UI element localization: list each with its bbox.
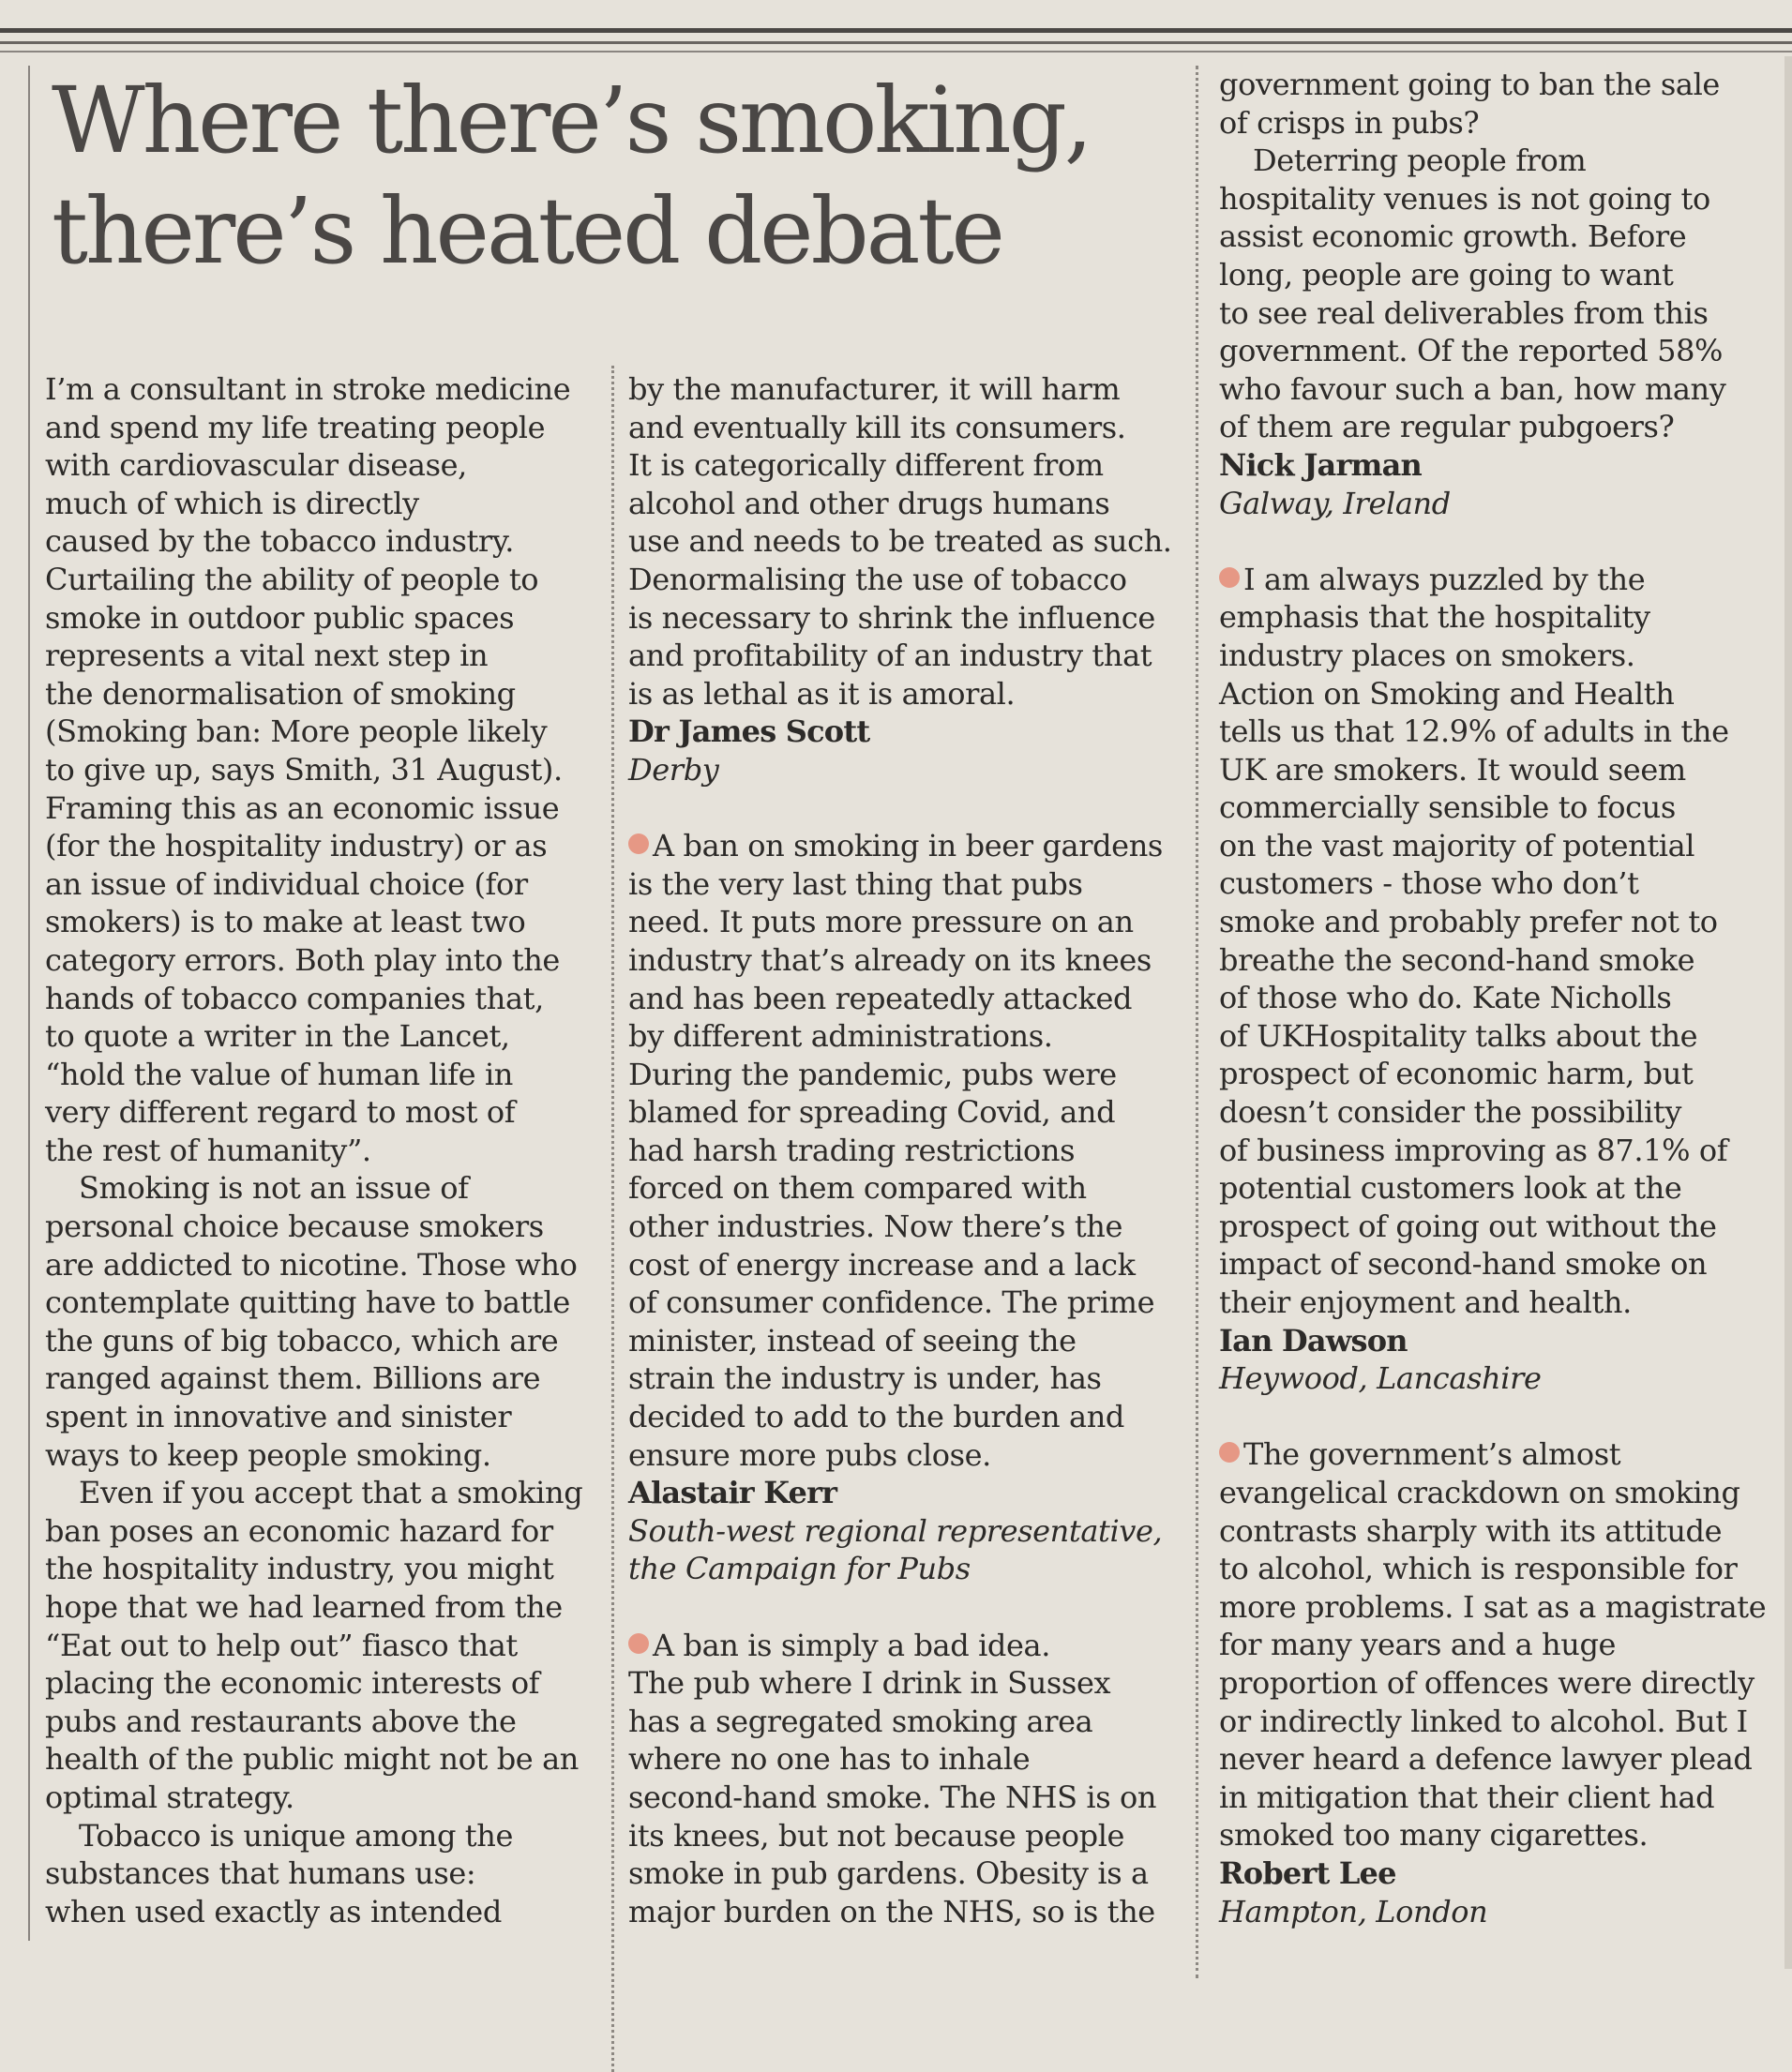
text-line: decided to add to the burden and [628,1399,1125,1435]
column-rule [1196,66,1198,1978]
top-rule [0,41,1792,44]
text-line: strain the industry is under, has [628,1360,1102,1397]
text-line: “Eat out to help out” fiasco that [45,1627,518,1663]
text-line-content: I am always puzzled by the [1243,561,1646,597]
headline-line: there’s heated debate [52,178,1002,284]
text-line: assist economic growth. Before [1219,218,1687,255]
text-line: by the manufacturer, it will harm [628,371,1121,407]
text-line: (for the hospitality industry) or as [45,828,548,864]
text-line: never heard a defence lawyer plead [1219,1741,1753,1778]
text-line: represents a vital next step in [45,638,489,674]
text-line: placing the economic interests of [45,1665,540,1702]
text-line [628,1627,1191,1665]
text-line: I’m a consultant in stroke medicine [45,371,571,407]
signature-name: Alastair Kerr [628,1475,837,1511]
text-line: health of the public might not be an [45,1741,579,1778]
text-line: prospect of going out without the [1219,1208,1717,1244]
signature-place: the Campaign for Pubs [628,1551,971,1587]
text-line: Denormalising the use of tobacco [628,561,1127,597]
text-line: The pub where I drink in Sussex [628,1665,1111,1702]
text-line: of UKHospitality talks about the [1219,1017,1698,1054]
text-line: of crisps in pubs? [1219,104,1480,141]
text-line: pubs and restaurants above the [45,1703,517,1739]
text-line: the guns of big tobacco, which are [45,1322,559,1359]
text-line-content: The government’s almost [1243,1436,1621,1473]
text-line: to alcohol, which is responsible for [1219,1551,1738,1587]
text-line: optimal strategy. [45,1779,294,1815]
text-line: (Smoking ban: More people likely [45,713,548,750]
text-line: contemplate quitting have to battle [45,1284,570,1321]
text-line: is the very last thing that pubs [628,865,1083,902]
text-line: the denormalisation of smoking [45,675,516,712]
text-line: impact of second-hand smoke on [1219,1246,1708,1283]
text-line: for many years and a huge [1219,1627,1617,1663]
text-line: government. Of the reported 58% [1219,333,1724,369]
column-rule [611,366,614,2072]
text-line: has a segregated smoking area [628,1703,1093,1739]
text-line: use and needs to be treated as such. [628,523,1172,560]
text-line [628,827,1191,865]
bullet-icon [1219,567,1240,588]
text-line: ensure more pubs close. [628,1436,991,1473]
text-line: hospitality venues is not going to [1219,180,1710,217]
text-line: smoke and probably prefer not to [1219,904,1718,940]
text-line: spent in innovative and sinister [45,1399,512,1435]
page-edge [1784,56,1792,1969]
text-line: Curtailing the ability of people to [45,561,539,597]
text-line [1219,1435,1763,1474]
text-line: cost of energy increase and a lack [628,1246,1136,1283]
text-line: is necessary to shrink the influence [628,599,1155,636]
text-line: long, people are going to want [1219,256,1674,293]
text-line: very different regard to most of [45,1094,516,1131]
text-line: ban poses an economic hazard for [45,1512,553,1549]
text-line: doesn’t consider the possibility [1219,1094,1681,1131]
text-line: smoked too many cigarettes. [1219,1817,1649,1854]
text-line: and eventually kill its consumers. [628,409,1126,445]
text-line: of them are regular pubgoers? [1219,409,1675,445]
text-line: of consumer confidence. The prime [628,1284,1155,1321]
text-line: of business improving as 87.1% of [1219,1132,1728,1168]
text-line: proportion of offences were directly [1219,1664,1754,1701]
text-line: It is categorically different from [628,447,1104,484]
text-line: smokers) is to make at least two [45,904,526,940]
text-line: hands of tobacco companies that, [45,980,544,1016]
text-line: UK are smokers. It would seem [1219,751,1686,788]
text-line: prospect of economic harm, but [1219,1056,1694,1092]
text-line: had harsh trading restrictions [628,1132,1076,1168]
text-line: category errors. Both play into the [45,941,560,978]
text-line: emphasis that the hospitality [1219,599,1650,636]
text-line-content: A ban on smoking in beer gardens [653,828,1163,864]
signature-place: Galway, Ireland [1219,485,1451,521]
text-line: caused by the tobacco industry. [45,523,515,560]
text-line: with cardiovascular disease, [45,447,467,484]
column-2 [628,370,1191,1930]
signature-place: Hampton, London [1219,1893,1488,1929]
text-line: on the vast majority of potential [1219,827,1695,863]
text-line: by different administrations. [628,1018,1053,1055]
text-line: During the pandemic, pubs were [628,1056,1117,1092]
text-line: are addicted to nicotine. Those who [45,1246,578,1283]
signature-name: Nick Jarman [1219,446,1422,483]
text-line: in mitigation that their client had [1219,1779,1715,1815]
signature-place: Derby [628,751,719,788]
text-line: more problems. I sat as a magistrate [1219,1588,1767,1625]
text-line [1219,561,1763,599]
text-line: to give up, says Smith, 31 August). [45,751,563,788]
text-line: or indirectly linked to alcohol. But I [1219,1703,1748,1739]
text-line: forced on them compared with [628,1170,1087,1207]
text-line: the rest of humanity”. [45,1132,371,1168]
signature-name: Ian Dawson [1219,1322,1408,1359]
text-line: other industries. Now there’s the [628,1209,1123,1245]
headline-line: Where there’s smoking, [52,68,1091,173]
text-line: breathe the second-hand smoke [1219,941,1695,978]
text-line: industry places on smokers. [1219,637,1635,673]
text-line: and spend my life treating people [45,409,546,445]
text-line: ranged against them. Billions are [45,1360,541,1397]
column-1 [45,370,598,1930]
text-line: ways to keep people smoking. [45,1436,491,1473]
signature-name: Robert Lee [1219,1854,1396,1891]
top-rule [0,51,1792,53]
text-line: and profitability of an industry that [628,638,1152,674]
text-line: smoke in outdoor public spaces [45,599,515,636]
text-line: “hold the value of human life in [45,1056,513,1092]
bullet-icon [628,1633,649,1654]
column-3 [1219,66,1767,1930]
text-line: the hospitality industry, you might [45,1551,554,1587]
text-line: is as lethal as it is amoral. [628,675,1016,712]
text-line: Action on Smoking and Health [1219,675,1675,712]
text-line: to see real deliverables from this [1219,294,1709,331]
text-line: blamed for spreading Covid, and [628,1094,1116,1131]
text-line: substances that humans use: [45,1855,476,1892]
text-line: its knees, but not because people [628,1817,1125,1854]
text-line: Even if you accept that a smoking [79,1475,583,1511]
text-line: minister, instead of seeing the [628,1322,1077,1359]
text-line: Deterring people from [1253,143,1587,179]
text-line: alcohol and other drugs humans [628,485,1110,521]
text-line: need. It puts more pressure on an [628,904,1134,940]
headline [52,66,1158,287]
text-line: evangelical crackdown on smoking [1219,1474,1740,1510]
text-line: tells us that 12.9% of adults in the [1219,713,1729,750]
text-line: and has been repeatedly attacked [628,980,1133,1016]
text-line: of those who do. Kate Nicholls [1219,980,1672,1016]
text-line: Tobacco is unique among the [79,1817,514,1854]
text-line: major burden on the NHS, so is the [628,1893,1155,1929]
text-line-content: A ban is simply a bad idea. [653,1627,1050,1663]
text-line: potential customers look at the [1219,1170,1682,1207]
signature-place: South-west regional representative, [628,1512,1163,1549]
text-line: an issue of individual choice (for [45,865,528,902]
signature-name: Dr James Scott [628,713,870,750]
text-line: contrasts sharply with its attitude [1219,1512,1723,1549]
text-line: customers - those who don’t [1219,865,1639,902]
text-line: smoke in pub gardens. Obesity is a [628,1855,1149,1892]
text-line: when used exactly as intended [45,1893,502,1929]
bullet-icon [1219,1442,1240,1463]
text-line: Framing this as an economic issue [45,789,560,826]
text-line: commercially sensible to focus [1219,789,1676,826]
left-border-rule [28,66,30,1941]
signature-place: Heywood, Lancashire [1219,1360,1542,1397]
text-line: hope that we had learned from the [45,1589,563,1625]
text-line: personal choice because smokers [45,1209,544,1245]
bullet-icon [628,833,649,854]
text-line: second-hand smoke. The NHS is on [628,1779,1157,1815]
top-rule [0,28,1792,33]
text-line: Smoking is not an issue of [79,1170,469,1207]
text-line: industry that’s already on its knees [628,941,1152,978]
text-line: who favour such a ban, how many [1219,370,1726,407]
text-line: where no one has to inhale [628,1741,1031,1778]
text-line: government going to ban the sale [1219,67,1720,102]
text-line: to quote a writer in the Lancet, [45,1018,510,1055]
text-line: much of which is directly [45,485,419,521]
text-line: their enjoyment and health. [1219,1284,1632,1320]
